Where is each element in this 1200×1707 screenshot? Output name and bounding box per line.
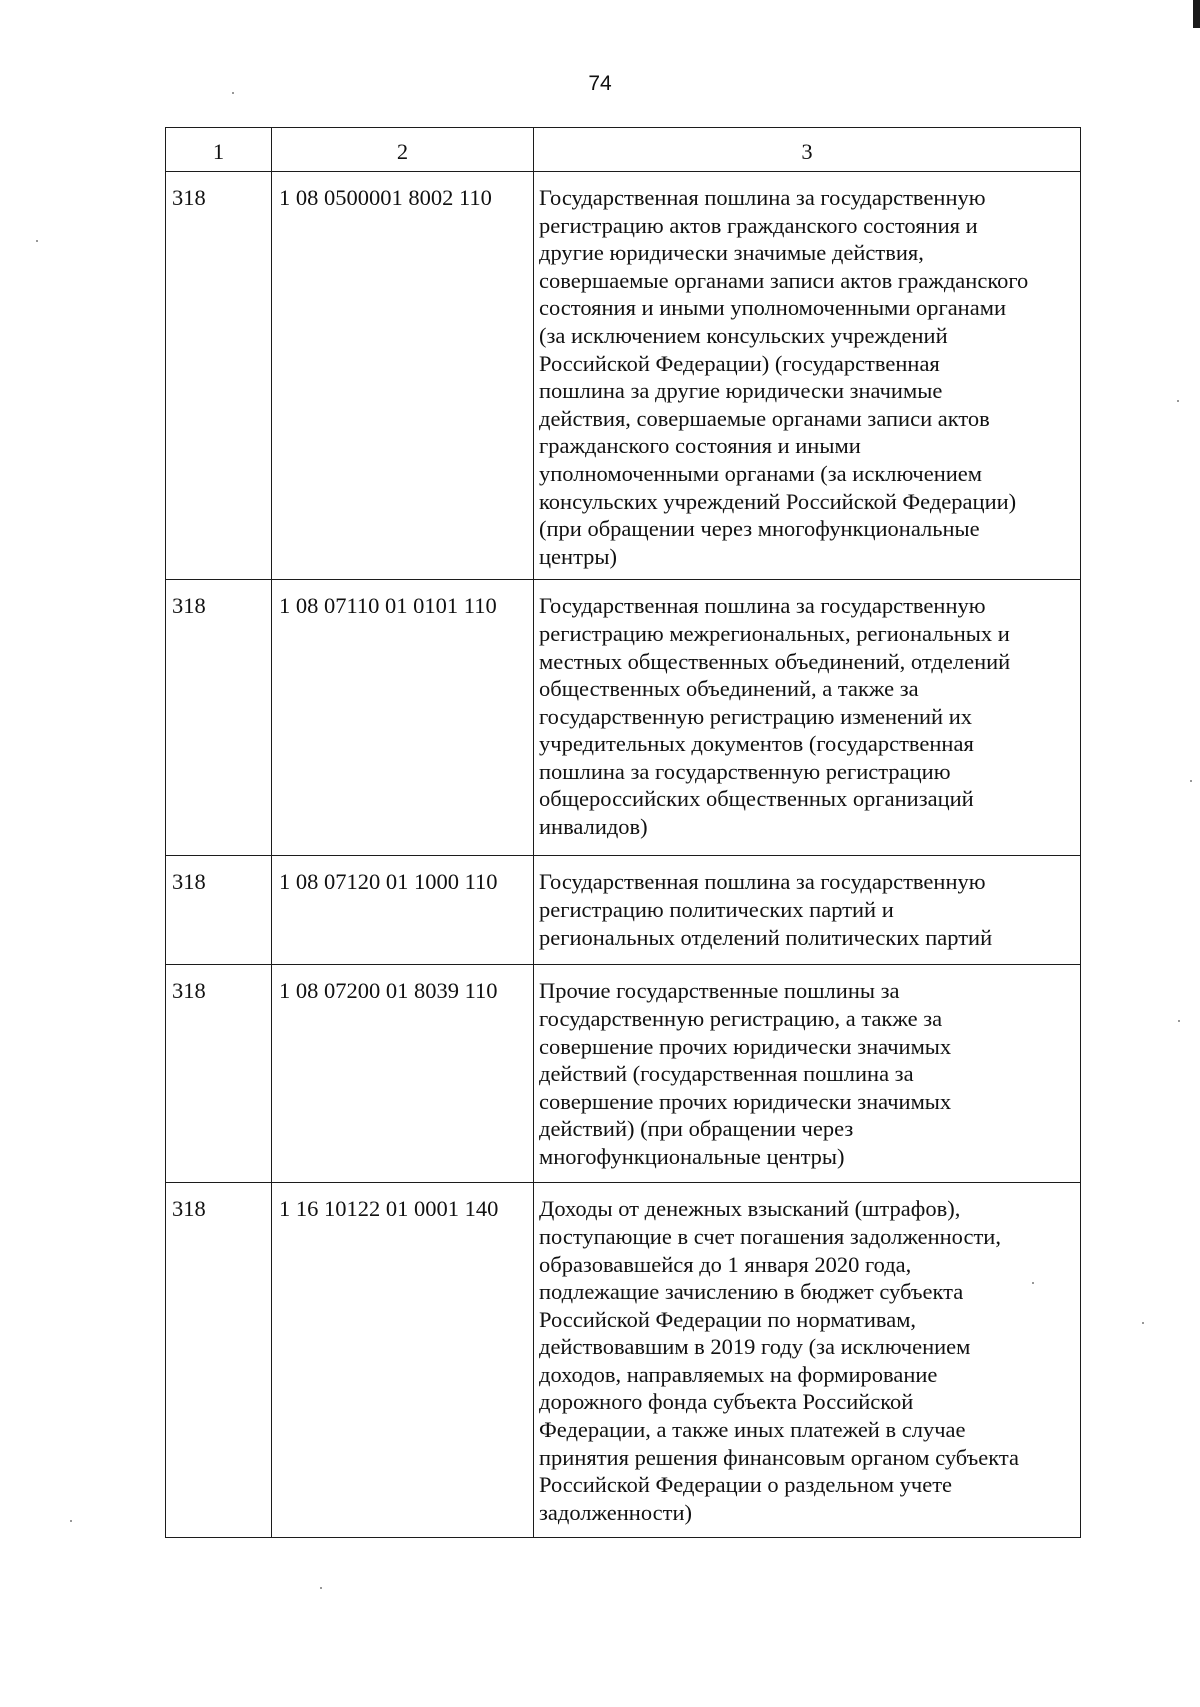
description-line: Федерации, а также иных платежей в случае bbox=[539, 1417, 966, 1443]
budget-classification-code-cell: 1 08 0500001 8002 110 bbox=[272, 172, 534, 580]
description-line: действия, совершаемые органами записи актов bbox=[539, 405, 990, 431]
description-line: гражданского состояния и иными bbox=[539, 433, 861, 459]
description-line: Российской Федерации) (государственная bbox=[539, 350, 940, 376]
description-line: принятия решения финансовым органом субъекта bbox=[539, 1444, 1020, 1470]
description-line: пошлина за другие юридически значимые bbox=[539, 378, 943, 404]
description-line: многофункциональные центры) bbox=[539, 1143, 845, 1169]
description-line: консульских учреждений Российской Федерации) bbox=[539, 488, 1017, 514]
description-line: государственную регистрацию, а также за bbox=[539, 1005, 943, 1031]
revenue-description-cell bbox=[534, 580, 1081, 856]
description-line: общероссийских общественных организаций bbox=[539, 786, 974, 812]
table-row bbox=[166, 965, 1081, 1183]
scan-speck bbox=[1190, 780, 1192, 782]
description-line: совершаемые органами записи актов гражданского bbox=[539, 267, 1029, 293]
description-line: регистрацию политических партий и bbox=[539, 896, 894, 922]
revenue-description-cell bbox=[534, 856, 1081, 965]
table-row bbox=[166, 1183, 1081, 1538]
description-line: местных общественных объединений, отделений bbox=[539, 648, 1011, 674]
description-line: подлежащие зачислению в бюджет субъекта bbox=[539, 1279, 964, 1305]
scan-speck bbox=[232, 92, 234, 94]
column-header-3: 3 bbox=[534, 128, 1081, 172]
scan-speck bbox=[1032, 1282, 1034, 1284]
description-line: (за исключением консульских учреждений bbox=[539, 322, 948, 348]
scan-speck bbox=[1178, 1020, 1180, 1022]
description-line: состояния и иными уполномоченными органами bbox=[539, 295, 1006, 321]
table-row bbox=[166, 172, 1081, 580]
budget-classification-code-cell: 1 08 07200 01 8039 110 bbox=[272, 965, 534, 1183]
description-line: региональных отделений политических партий bbox=[539, 924, 993, 950]
description-line: совершение прочих юридически значимых bbox=[539, 1088, 952, 1114]
admin-code-cell: 318 bbox=[166, 580, 272, 856]
description-line: действий) (при обращении через bbox=[539, 1116, 854, 1142]
revenue-codes-table bbox=[165, 127, 1081, 1538]
description-line: общественных объединений, а также за bbox=[539, 676, 919, 702]
description-line: Государственная пошлина за государственную bbox=[539, 185, 986, 210]
description-line: поступающие в счет погашения задолженности, bbox=[539, 1223, 1001, 1249]
scan-speck bbox=[1142, 1322, 1144, 1324]
revenue-description-cell bbox=[534, 965, 1081, 1183]
revenue-description-cell bbox=[534, 1183, 1081, 1538]
admin-code-cell: 318 bbox=[166, 1183, 272, 1538]
admin-code-cell: 318 bbox=[166, 965, 272, 1183]
description-line: государственную регистрацию изменений их bbox=[539, 703, 973, 729]
table-header-row bbox=[166, 128, 1081, 172]
description-line: образовавшейся до 1 января 2020 года, bbox=[539, 1251, 912, 1277]
table-row bbox=[166, 856, 1081, 965]
table-row bbox=[166, 580, 1081, 856]
scan-edge-mark bbox=[1193, 0, 1200, 28]
budget-classification-code-cell: 1 08 07120 01 1000 110 bbox=[272, 856, 534, 965]
scan-speck bbox=[70, 1520, 72, 1522]
column-header-2: 2 bbox=[272, 128, 534, 172]
description-line: Доходы от денежных взысканий (штрафов), bbox=[539, 1196, 961, 1222]
description-line: Российской Федерации о раздельном учете bbox=[539, 1472, 953, 1498]
description-line: центры) bbox=[539, 543, 618, 569]
description-line: Прочие государственные пошлины за bbox=[539, 978, 900, 1004]
description-line: Государственная пошлина за государственную bbox=[539, 593, 986, 619]
budget-classification-code-cell: 1 16 10122 01 0001 140 bbox=[272, 1183, 534, 1538]
description-line: регистрацию актов гражданского состояния и bbox=[539, 212, 978, 238]
column-header-1: 1 bbox=[166, 128, 272, 172]
description-line: уполномоченными органами (за исключением bbox=[539, 460, 983, 486]
admin-code-cell: 318 bbox=[166, 172, 272, 580]
page-number: 74 bbox=[588, 72, 612, 95]
description-line: действий (государственная пошлина за bbox=[539, 1061, 914, 1087]
scan-speck bbox=[1177, 400, 1179, 402]
scan-speck bbox=[36, 240, 38, 242]
admin-code-cell: 318 bbox=[166, 856, 272, 965]
description-line: совершение прочих юридически значимых bbox=[539, 1033, 952, 1059]
table-body bbox=[166, 172, 1081, 1538]
description-line: задолженности) bbox=[539, 1499, 692, 1525]
description-line: учредительных документов (государственная bbox=[539, 731, 974, 757]
description-line: доходов, направляемых на формирование bbox=[539, 1361, 938, 1387]
budget-classification-code-cell: 1 08 07110 01 0101 110 bbox=[272, 580, 534, 856]
revenue-description-cell bbox=[534, 172, 1081, 580]
description-line: дорожного фонда субъекта Российской bbox=[539, 1389, 914, 1415]
description-line: регистрацию межрегиональных, региональных и bbox=[539, 620, 1010, 646]
scan-speck bbox=[320, 1587, 322, 1589]
description-line: Российской Федерации по нормативам, bbox=[539, 1306, 917, 1332]
description-line: другие юридически значимые действия, bbox=[539, 240, 924, 266]
description-line: (при обращении через многофункциональные bbox=[539, 516, 980, 542]
description-line: действовавшим в 2019 году (за исключением bbox=[539, 1334, 971, 1360]
description-line: Государственная пошлина за государственную bbox=[539, 869, 986, 895]
description-line: пошлина за государственную регистрацию bbox=[539, 758, 951, 784]
description-line: инвалидов) bbox=[539, 814, 648, 840]
